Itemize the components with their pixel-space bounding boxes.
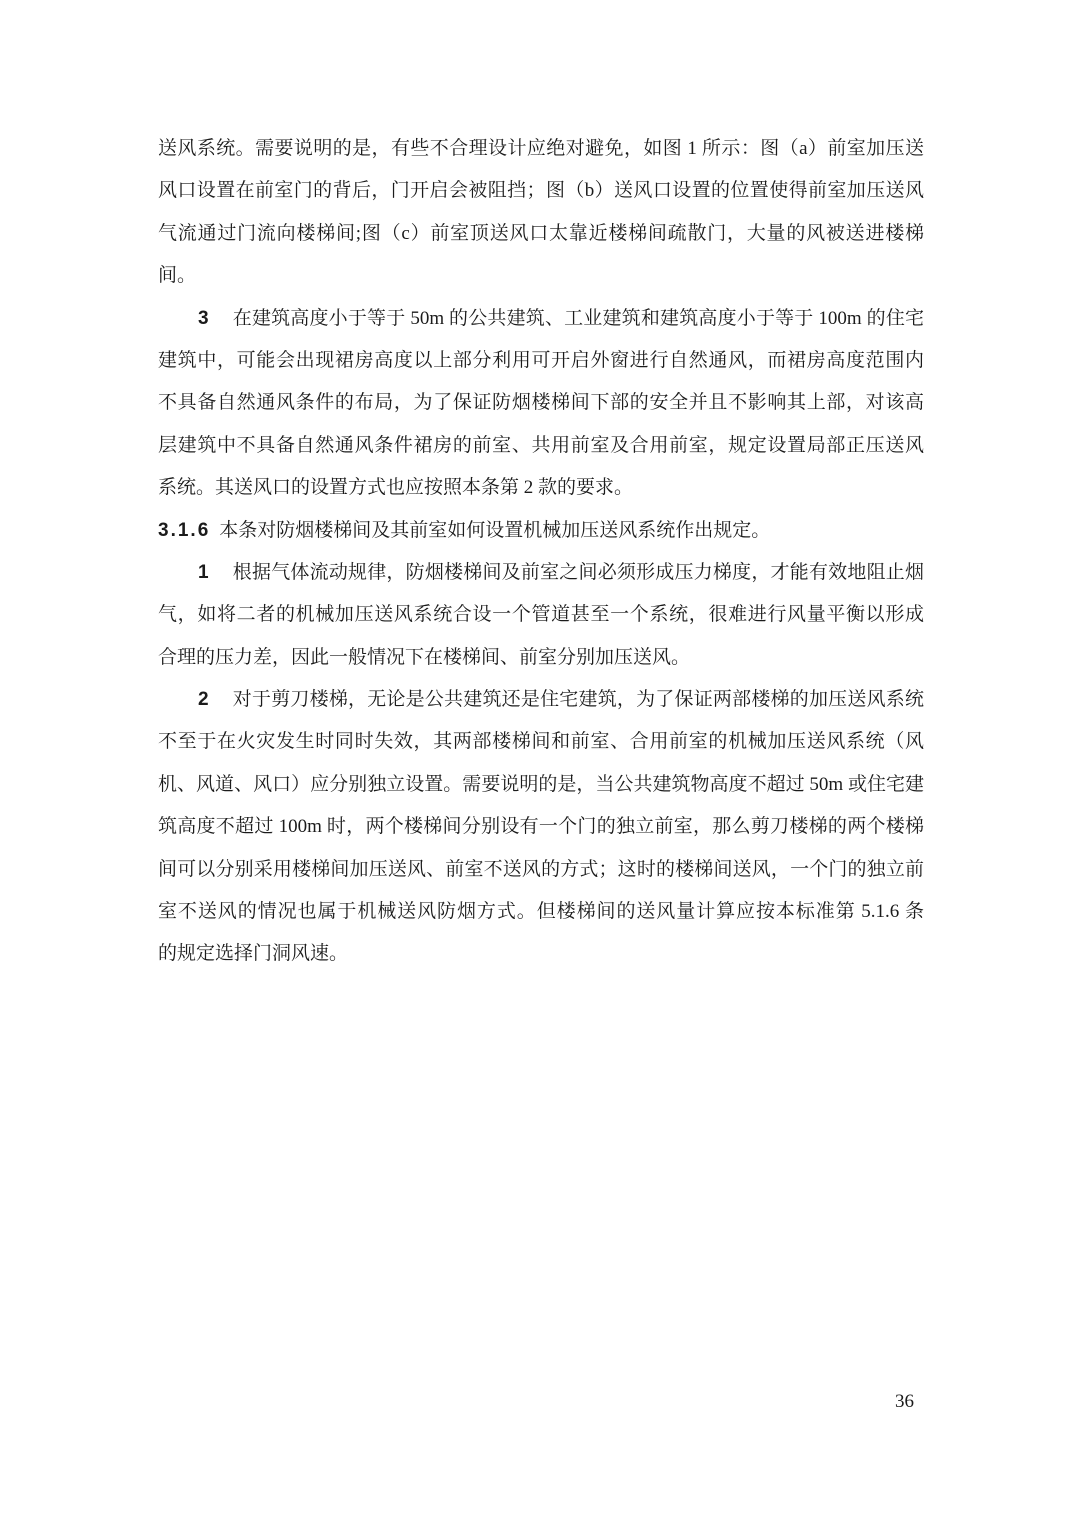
text-line: 气流通过门流向楼梯间;图（c）前室顶送风口太靠近楼梯间疏散门，大量的风被送进楼梯 <box>158 222 924 244</box>
text-line: 建筑中，可能会出现裙房高度以上部分利用可开启外窗进行自然通风，而裙房高度范围内 <box>158 349 924 371</box>
text-line: 气，如将二者的机械加压送风系统合设一个管道甚至一个系统，很难进行风量平衡以形成 <box>158 604 924 626</box>
text-line <box>158 510 924 552</box>
text-line: 间。 <box>158 265 197 287</box>
clause-number: 3.1.6 <box>158 519 211 541</box>
text-line: 送风系统。需要说明的是，有些不合理设计应绝对避免，如图 1 所示：图（a）前室加压送 <box>158 138 924 159</box>
text-line <box>158 552 924 594</box>
text-line: 间可以分别采用楼梯间加压送风、前室不送风的方式；这时的楼梯间送风，一个门的独立前 <box>158 858 924 880</box>
list-item-2 <box>158 679 924 976</box>
page-body-text <box>158 128 924 976</box>
item-number: 3 <box>198 307 209 329</box>
text-line: 筑高度不超过 100m 时，两个楼梯间分别设有一个门的独立前室，那么剪刀楼梯的两个楼梯 <box>158 816 924 838</box>
text-run: 对于剪刀楼梯，无论是公共建筑还是住宅建筑，为了保证两部楼梯的加压送风系统 <box>232 689 924 711</box>
text-line: 合理的压力差，因此一般情况下在楼梯间、前室分别加压送风。 <box>158 646 691 668</box>
text-run: 本条对防烟楼梯间及其前室如何设置机械加压送风系统作出规定。 <box>219 519 771 541</box>
list-item-3 <box>158 298 924 510</box>
page-number: 36 <box>895 1391 914 1412</box>
text-line: 不至于在火灾发生时同时失效，其两部楼梯间和前室、合用前室的机械加压送风系统（风 <box>158 731 924 753</box>
text-run: 根据气体流动规律，防烟楼梯间及前室之间必须形成压力梯度，才能有效地阻止烟 <box>232 561 924 583</box>
item-number: 2 <box>198 689 209 711</box>
text-line: 系统。其送风口的设置方式也应按照本条第 2 款的要求。 <box>158 477 634 499</box>
text-line: 不具备自然通风条件的布局，为了保证防烟楼梯间下部的安全并且不影响其上部，对该高 <box>158 392 924 414</box>
paragraph-continuation <box>158 128 924 298</box>
list-item-1 <box>158 552 924 679</box>
item-number: 1 <box>198 561 209 583</box>
text-line: 风口设置在前室门的背后，门开启会被阻挡；图（b）送风口设置的位置使得前室加压送风 <box>158 180 924 202</box>
text-line <box>158 679 924 721</box>
text-line: 机、风道、风口）应分别独立设置。需要说明的是，当公共建筑物高度不超过 50m 或住宅建 <box>158 773 924 795</box>
text-run: 在建筑高度小于等于 50m 的公共建筑、工业建筑和建筑高度小于等于 100m 的住宅 <box>232 307 924 329</box>
text-line: 的规定选择门洞风速。 <box>158 943 349 965</box>
text-line: 层建筑中不具备自然通风条件裙房的前室、共用前室及合用前室，规定设置局部正压送风 <box>158 434 924 456</box>
text-line <box>158 298 924 340</box>
clause-3-1-6 <box>158 510 924 552</box>
text-line: 室不送风的情况也属于机械送风防烟方式。但楼梯间的送风量计算应按本标准第 5.1.6 条 <box>158 901 924 923</box>
